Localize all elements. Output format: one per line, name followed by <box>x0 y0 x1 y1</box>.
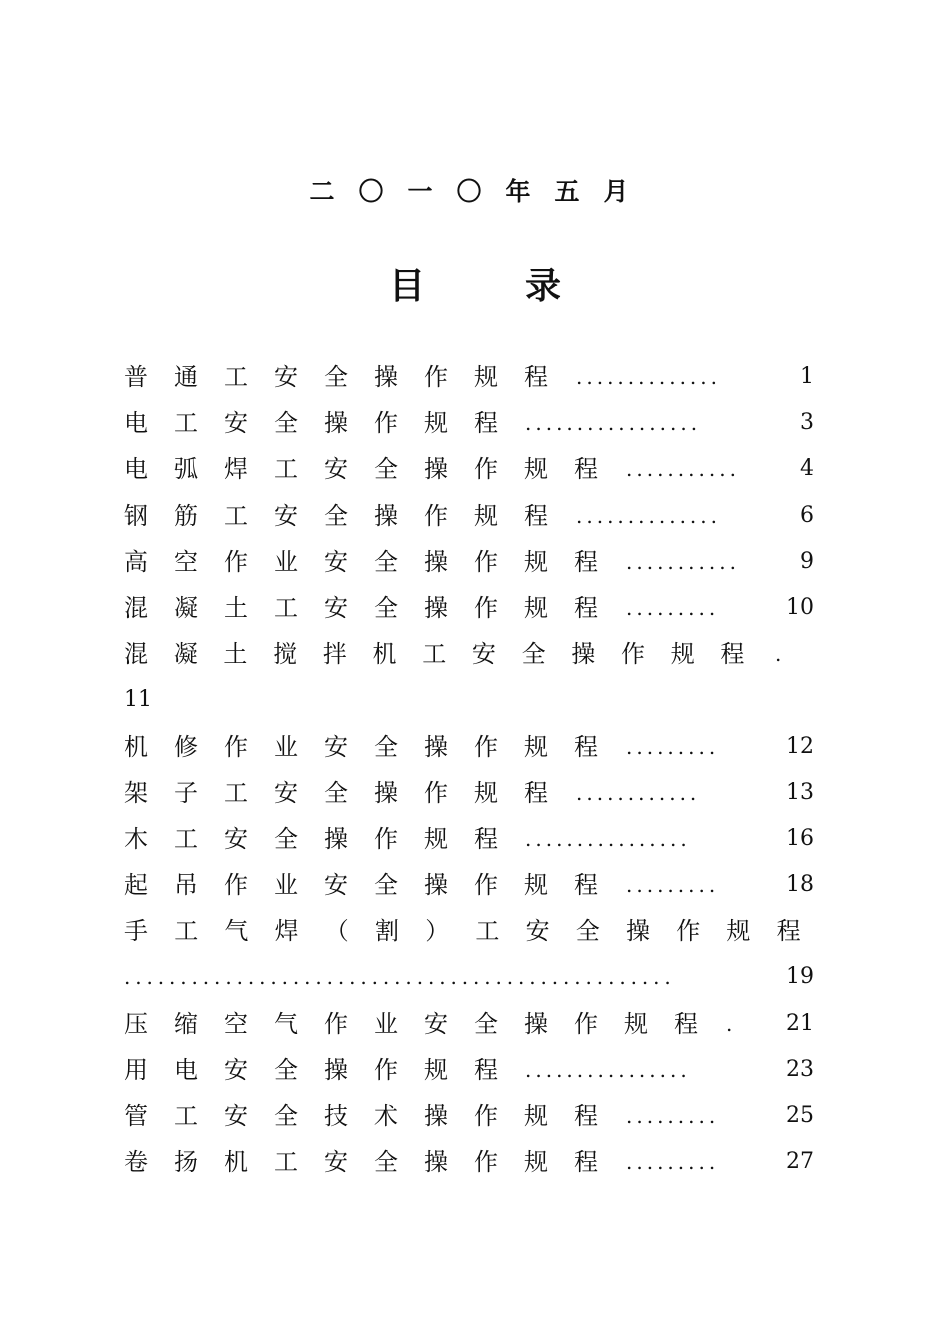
toc-entry[interactable] <box>124 354 814 400</box>
toc-entry-leader: ......... <box>626 1104 720 1128</box>
toc-entry-title: 管工安全技术操作规程 <box>124 1102 624 1130</box>
toc-entry-continuation[interactable] <box>124 677 814 723</box>
toc-entry[interactable] <box>124 724 814 770</box>
toc-entry-title: 混凝土工安全操作规程 <box>124 593 624 622</box>
toc-entry-title: 电工安全操作规程 <box>124 409 524 438</box>
toc-entry-page: 12 <box>786 733 814 759</box>
toc-entry-page: 13 <box>786 779 814 805</box>
toc-entry-page: 27 <box>786 1149 814 1175</box>
toc-entry-page: 4 <box>800 456 814 482</box>
toc-entry-title: 架子工安全操作规程 <box>124 778 574 807</box>
toc-entry-page: 25 <box>786 1103 814 1128</box>
toc-entry[interactable] <box>124 770 814 816</box>
toc-entry[interactable] <box>124 1047 814 1093</box>
toc-entry-page: 19 <box>786 964 814 990</box>
toc-entry[interactable] <box>124 1139 814 1185</box>
toc-entry-page: 3 <box>800 410 814 436</box>
toc-heading <box>0 258 950 309</box>
toc-entry[interactable] <box>124 493 814 539</box>
toc-entry-page: 21 <box>786 1010 814 1036</box>
toc-entry-page: 10 <box>786 594 814 620</box>
toc-entry[interactable] <box>124 585 814 631</box>
toc-entry-continuation[interactable] <box>124 954 814 1000</box>
toc-entry-leader: .............. <box>576 365 722 389</box>
toc-entry-leader: ......... <box>626 1150 720 1175</box>
toc-entry-page: 18 <box>786 872 814 898</box>
toc-entry-title: 钢筋工安全操作规程 <box>124 501 574 530</box>
toc-entry-leader: ................ <box>525 826 691 851</box>
toc-entry[interactable] <box>124 400 814 446</box>
toc-entry-title: 压缩空气作业安全操作规程 <box>124 1009 724 1038</box>
toc-entry[interactable] <box>124 1093 814 1139</box>
table-of-contents <box>124 354 827 1185</box>
toc-entry[interactable] <box>124 631 814 677</box>
toc-entry-title: 机修作业安全操作规程 <box>124 732 624 761</box>
toc-entry-title: 混凝土搅拌机工安全操作规程 <box>124 640 771 669</box>
toc-entry-title: 高空作业安全操作规程 <box>124 547 624 576</box>
document-date: 二〇一〇年五月 <box>309 177 653 206</box>
toc-entry-page: 6 <box>800 502 814 528</box>
toc-entry-page: 11 <box>124 687 152 713</box>
toc-entry-leader: ......... <box>626 873 720 898</box>
toc-entry-title: 普通工安全操作规程 <box>124 363 574 391</box>
toc-entry[interactable] <box>124 862 814 908</box>
toc-entry[interactable] <box>124 1001 814 1047</box>
toc-entry[interactable] <box>124 908 827 954</box>
toc-entry-page: 9 <box>800 548 814 574</box>
toc-entry-leader: ................ <box>525 1057 691 1082</box>
toc-entry-leader: ......... <box>626 734 720 759</box>
toc-entry-title: 起吊作业安全操作规程 <box>124 871 624 900</box>
toc-entry-title: 电弧焊工安全操作规程 <box>124 455 624 484</box>
toc-heading-char-1: 目 <box>388 265 425 307</box>
toc-entry-title: 手工气焊（割）工安全操作规程 <box>124 917 827 946</box>
toc-entry-leader: ........... <box>626 549 740 574</box>
toc-entry-leader: ............ <box>576 780 701 805</box>
toc-entry-leader: ........... <box>626 457 740 482</box>
toc-entry-leader: ................................................. <box>124 965 676 990</box>
toc-entry-page: 1 <box>800 364 814 389</box>
toc-entry-title: 用电安全操作规程 <box>124 1055 524 1084</box>
toc-entry[interactable] <box>124 446 814 492</box>
toc-entry[interactable] <box>124 539 814 585</box>
toc-entry-leader: .............. <box>576 503 722 528</box>
toc-entry-leader: . <box>775 642 786 667</box>
toc-heading-char-2: 录 <box>525 265 562 307</box>
toc-entry-leader: . <box>726 1011 737 1036</box>
toc-entry-title: 卷扬机工安全操作规程 <box>124 1148 624 1177</box>
toc-entry[interactable] <box>124 816 814 862</box>
toc-entry-page: 23 <box>786 1056 814 1082</box>
toc-entry-page: 16 <box>786 825 814 851</box>
toc-entry-title: 木工安全操作规程 <box>124 824 524 853</box>
toc-entry-leader: ................. <box>525 411 702 436</box>
toc-entry-leader: ......... <box>626 595 720 620</box>
